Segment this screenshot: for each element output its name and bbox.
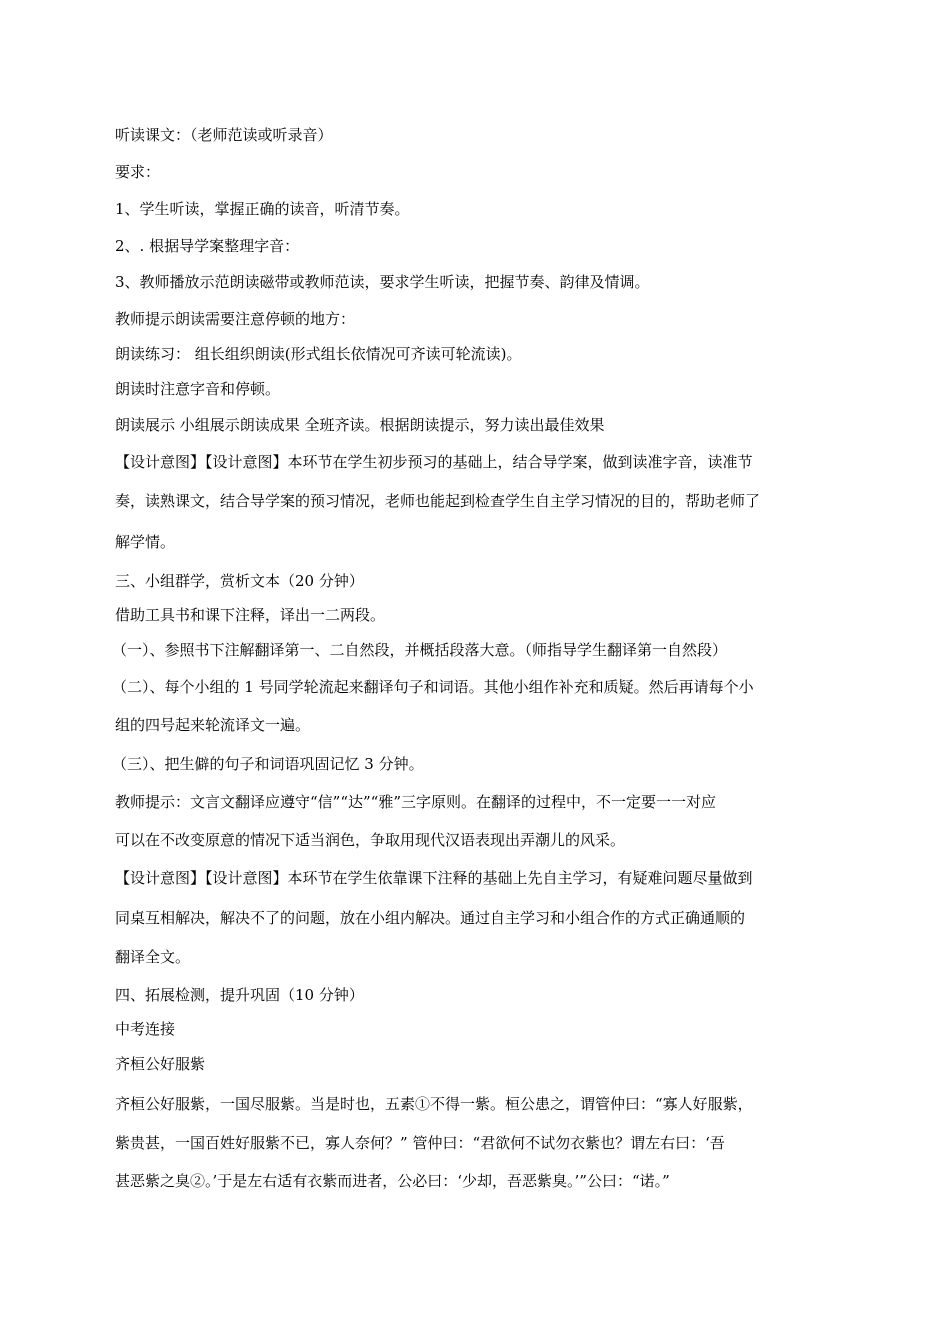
text-line: 甚恶紫之臭②。’于是左右适有衣紫而进者，公必曰：‘少却，吾恶紫臭。’”公曰：“诺。” (115, 1172, 670, 1190)
text-line: 朗读练习： 组长组织朗读(形式组长依情况可齐读可轮流读)。 (115, 345, 522, 363)
text-line: 要求： (115, 163, 161, 181)
text-line: 借助工具书和课下注释，译出一二两段。 (115, 606, 386, 624)
text-line: 组的四号起来轮流译文一遍。 (115, 716, 311, 734)
text-line: 朗读时注意字音和停顿。 (115, 380, 281, 398)
text-line: 可以在不改变原意的情况下适当润色，争取用现代汉语表现出弄潮儿的风采。 (115, 831, 626, 849)
text-line: 朗读展示 小组展示朗读成果 全班齐读。根据朗读提示，努力读出最佳效果 (115, 416, 605, 434)
text-line: 1、学生听读，掌握正确的读音，听清节奏。 (115, 200, 410, 218)
text-line: 齐桓公好服紫 (115, 1055, 206, 1073)
text-line: 教师提示朗读需要注意停顿的地方： (115, 310, 356, 328)
design-intent-label: 【设计意图】【设计意图】本环节在学生依靠课下注释的基础上先自主学习，有疑难问题尽量做到 (115, 869, 753, 887)
design-intent-label: 【设计意图】【设计意图】本环节在学生初步预习的基础上，结合导学案，做到读准字音，读准节 (115, 453, 753, 471)
text-line: 奏，读熟课文，结合导学案的预习情况，老师也能起到检查学生自主学习情况的目的，帮助老师了 (115, 492, 761, 510)
text-line: 3、教师播放示范朗读磁带或教师范读，要求学生听读，把握节奏、韵律及情调。 (115, 273, 650, 291)
section-heading: 三、小组群学，赏析文本（20 分钟） (115, 572, 364, 590)
text-line: （三）、把生僻的句子和词语巩固记忆 3 分钟。 (112, 755, 424, 773)
text-line: 听读课文：（老师范读或听录音） (115, 126, 333, 144)
text-line: （二）、每个小组的 1 号同学轮流起来翻译句子和词语。其他小组作补充和质疑。然后再请每个小 (112, 678, 754, 696)
text-line: 紫贵甚，一国百姓好服紫不已，寡人奈何？” 管仲曰：“君欲何不试勿衣紫也？谓左右曰：‘吾 (115, 1134, 725, 1152)
text-line: 中考连接 (115, 1020, 176, 1038)
text-line: 同桌互相解决，解决不了的问题，放在小组内解决。通过自主学习和小组合作的方式正确通顺的 (115, 909, 746, 927)
text-line: 翻译全文。 (115, 948, 191, 966)
text-line: 齐桓公好服紫，一国尽服紫。当是时也，五素①不得一紫。桓公患之，谓管仲曰：“寡人好服紫， (115, 1095, 753, 1113)
section-heading: 四、拓展检测，提升巩固（10 分钟） (115, 986, 364, 1004)
text-line: 教师提示：文言文翻译应遵守“信”“达”“雅”三字原则。在翻译的过程中，不一定要一一对应 (115, 793, 717, 811)
text-line: 2、. 根据导学案整理字音： (115, 237, 300, 255)
text-line: 解学情。 (115, 533, 176, 551)
text-line: （一）、参照书下注解翻译第一、二自然段，并概括段落大意。（师指导学生翻译第一自然段） (112, 641, 728, 659)
